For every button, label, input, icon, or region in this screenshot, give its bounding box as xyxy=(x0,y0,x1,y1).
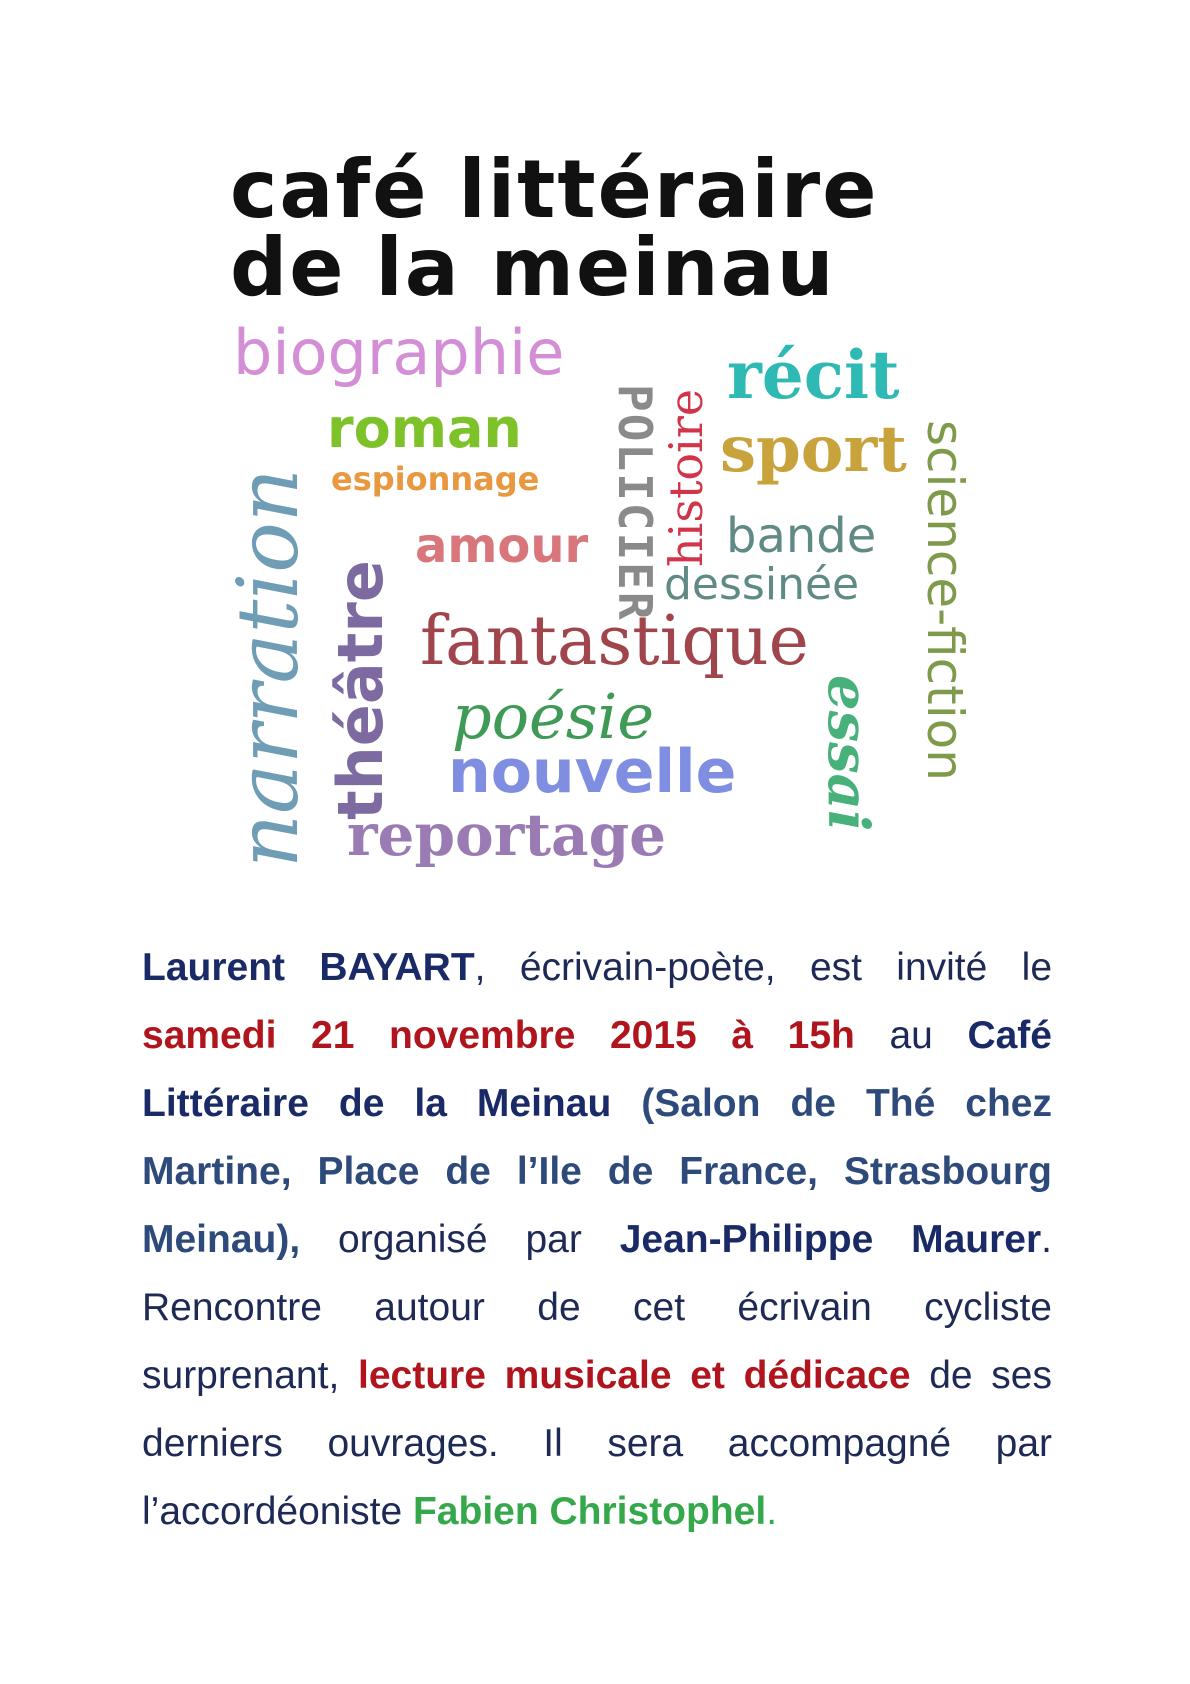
announcement-paragraph xyxy=(142,934,1052,1546)
logo-title-line-1: café littéraire xyxy=(230,143,879,236)
organizer-name: Jean-Philippe Maurer xyxy=(619,1218,1042,1261)
venue-name: Café Littéraire de la Meinau xyxy=(142,1014,1052,1125)
guest-name: Laurent BAYART xyxy=(142,946,475,989)
word-roman: roman xyxy=(327,397,522,460)
word-narration: narration xyxy=(219,468,317,868)
text-segment: au xyxy=(854,1014,968,1057)
venue-details: (Salon de Thé chez Martine, Place de l’Ile de France, Strasbourg Meinau), xyxy=(142,1082,1052,1261)
word-poesie: poésie xyxy=(452,680,655,753)
word-nouvelle: nouvelle xyxy=(448,737,737,807)
word-sport: sport xyxy=(720,412,907,487)
word-histoire: histoire xyxy=(659,388,713,567)
word-reportage: reportage xyxy=(347,801,667,869)
word-recit: récit xyxy=(727,336,900,414)
word-biographie: biographie xyxy=(233,316,565,389)
word-essai: essai xyxy=(815,675,881,832)
word-bande: bande xyxy=(726,508,877,564)
logo-title-line-2: de la meinau xyxy=(230,221,836,314)
text-segment: organisé par xyxy=(300,1218,620,1261)
word-policier: POLICIER xyxy=(608,384,662,622)
text-segment: , écrivain-poète, est invité le xyxy=(474,946,1053,989)
word-theatre: théâtre xyxy=(324,560,397,820)
word-fantastique: fantastique xyxy=(420,602,809,681)
word-dessinee: dessinée xyxy=(664,559,860,610)
text-segment: de ses derniers ouvrages. Il sera accompagné par l’accordéoniste xyxy=(142,1354,1053,1533)
word-science-fiction: science-fiction xyxy=(916,420,974,781)
musician-name: Fabien Christophel xyxy=(412,1490,767,1533)
word-espionnage: espionnage xyxy=(331,460,540,498)
text-segment: . xyxy=(766,1490,778,1533)
text-segment: . Rencontre autour de cet écrivain cycliste surprenant, xyxy=(142,1218,1052,1397)
event-highlight: lecture musicale et dédicace xyxy=(358,1354,911,1397)
word-amour: amour xyxy=(415,518,589,574)
event-date: samedi 21 novembre 2015 à 15h xyxy=(142,1014,855,1057)
